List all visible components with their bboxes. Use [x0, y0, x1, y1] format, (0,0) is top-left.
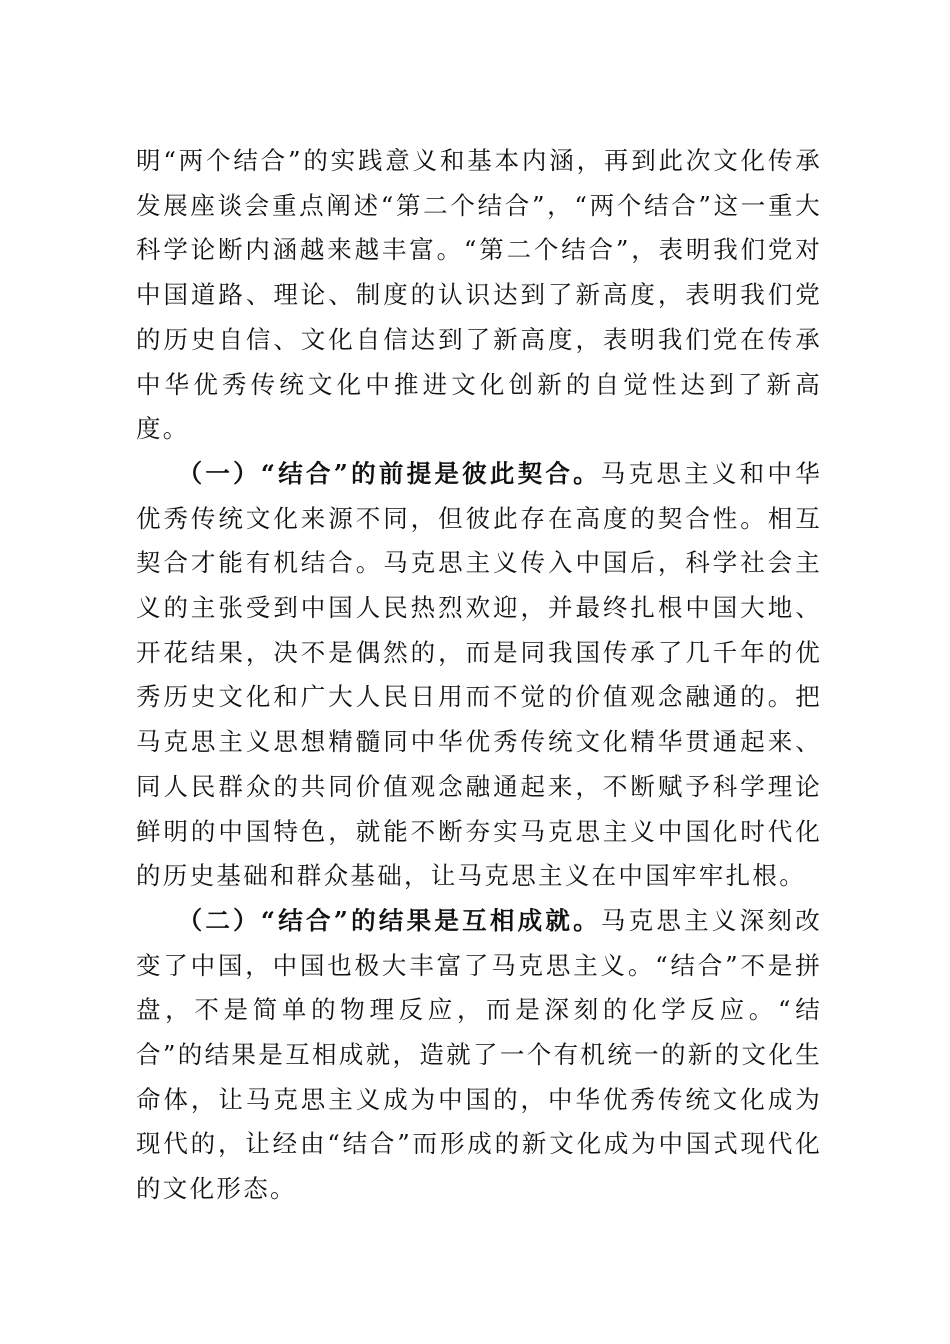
- section-2-heading: （二）“结合”的结果是互相成就。: [177, 905, 601, 935]
- section-2-body: 马克思主义深刻改变了中国，中国也极大丰富了马克思主义。“结合”不是拼盘，不是简单的物理反应，而是深刻的化学反应。“结合”的结果是互相成就，造就了一个有机统一的新的文化生命体，让马克思主义成为中国的，中华优秀传统文化成为现代的，让经由“结合”而形成的新文化成为中国式现代化的文化形态。: [136, 905, 822, 1204]
- paragraph-continuation: 明“两个结合”的实践意义和基本内涵，再到此次文化传承发展座谈会重点阐述“第二个结合”，“两个结合”这一重大科学论断内涵越来越丰富。“第二个结合”，表明我们党对中国道路、理论、制度的认识达到了新高度，表明我们党的历史自信、文化自信达到了新高度，表明我们党在传承中华优秀传统文化中推进文化创新的自觉性达到了新高度。: [136, 146, 822, 444]
- section-1-heading: （一）“结合”的前提是彼此契合。: [177, 458, 601, 488]
- document-body: [136, 139, 822, 1212]
- paragraph-section-1: [136, 452, 822, 899]
- section-1-body: 马克思主义和中华优秀传统文化来源不同，但彼此存在高度的契合性。相互契合才能有机结合。马克思主义传入中国后，科学社会主义的主张受到中国人民热烈欢迎，并最终扎根中国大地、开花结果，决不是偶然的，而是同我国传承了几千年的优秀历史文化和广大人民日用而不觉的价值观念融通的。把马克思主义思想精髓同中华优秀传统文化精华贯通起来、同人民群众的共同价值观念融通起来，不断赋予科学理论鲜明的中国特色，就能不断夯实马克思主义中国化时代化的历史基础和群众基础，让马克思主义在中国牢牢扎根。: [136, 458, 822, 891]
- paragraph-section-2: [136, 899, 822, 1212]
